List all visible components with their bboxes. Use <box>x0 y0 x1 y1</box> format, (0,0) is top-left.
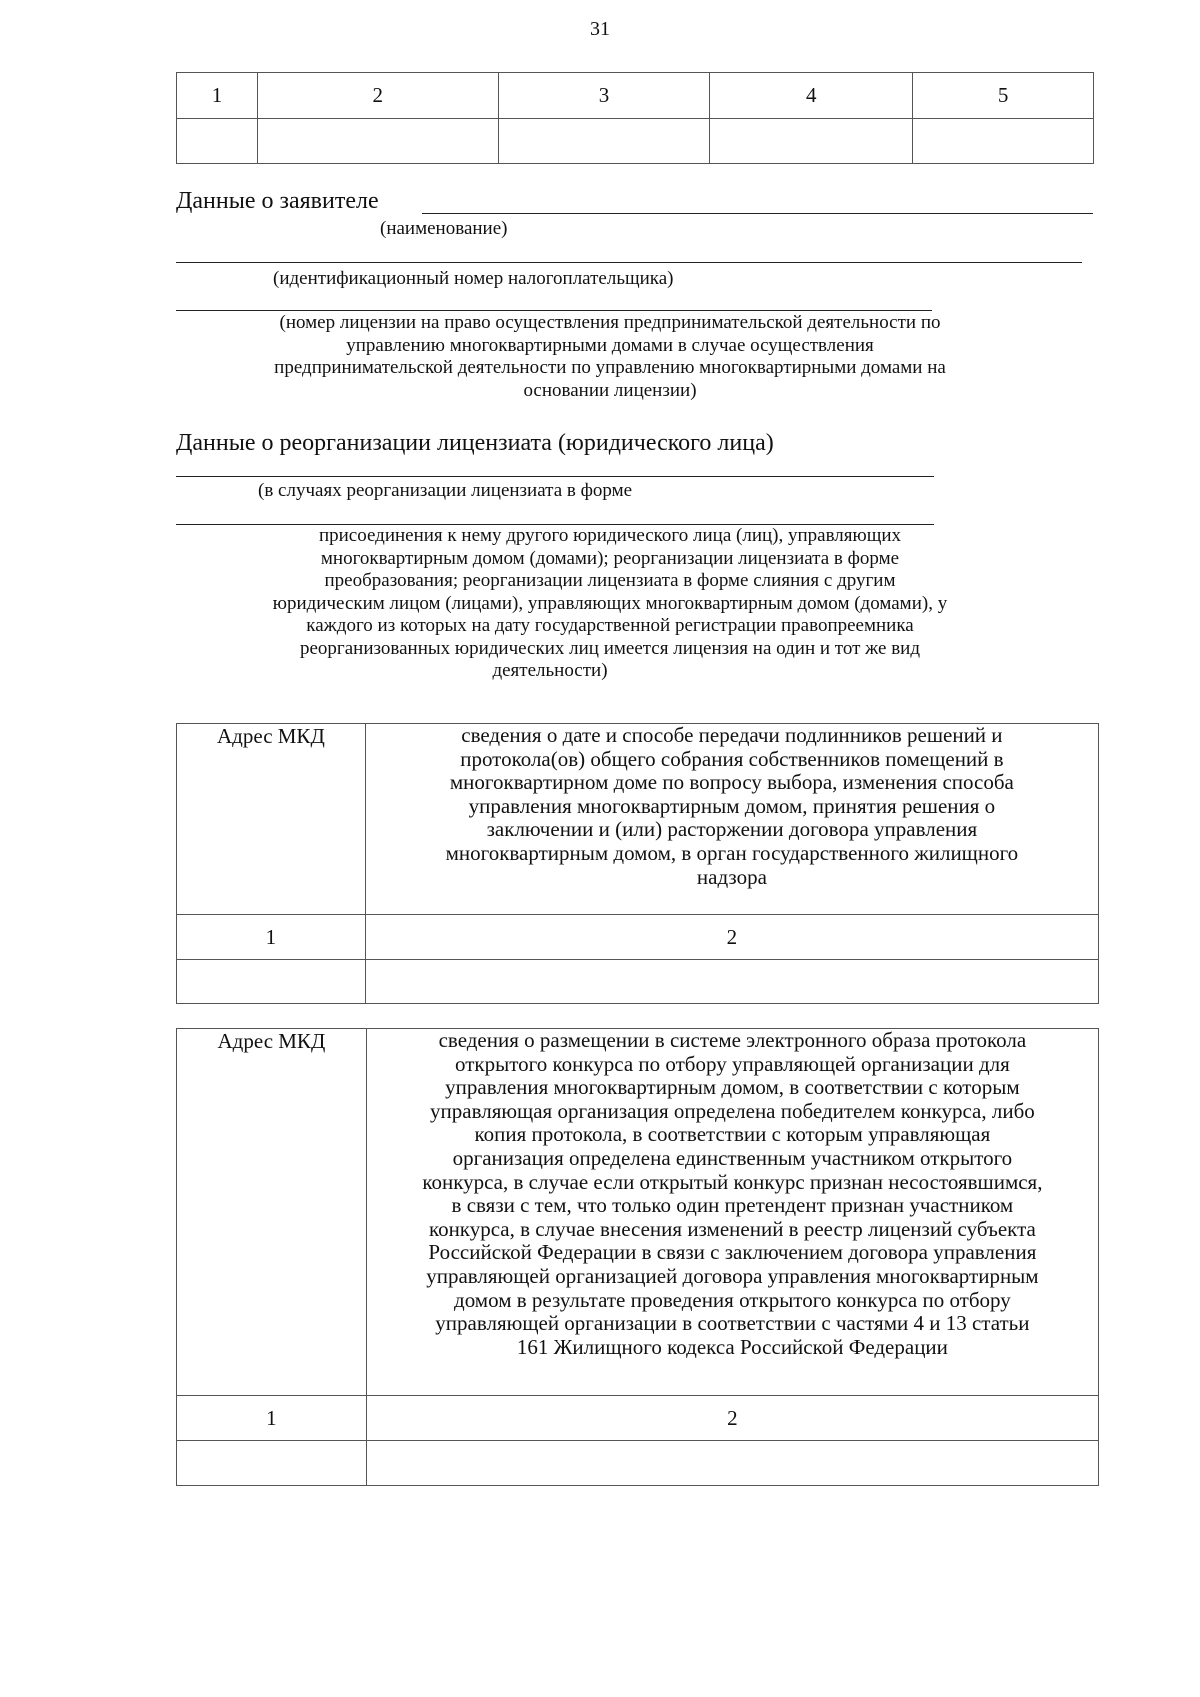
applicant-inn-caption: (идентификационный номер налогоплательщика) <box>273 268 674 289</box>
header-line: управляющая организация определена победителем конкурса, либо <box>430 1098 1035 1123</box>
applicant-name-line[interactable] <box>422 213 1093 214</box>
top-table-header-cell: 5 <box>913 73 1094 119</box>
header-line: копия протокола, в соответствии с которым управляющая <box>474 1122 991 1147</box>
applicant-license-caption <box>160 312 1060 402</box>
table-cell[interactable] <box>366 1441 1098 1486</box>
contest-table-empty-row <box>177 1441 1099 1486</box>
header-line: Российской Федерации в связи с заключением договора управления <box>428 1240 1037 1265</box>
caption-line: предпринимательской деятельности по управлению многоквартирными домами на <box>274 357 946 378</box>
top-table-header-cell: 1 <box>177 73 258 119</box>
header-line: протокола(ов) общего собрания собственников помещений в <box>460 746 1004 771</box>
top-table-cell[interactable] <box>257 119 498 164</box>
top-table <box>176 72 1094 164</box>
address-header: Адрес МКД <box>177 1029 367 1396</box>
caption-line: присоединения к нему другого юридического лица (лиц), управляющих <box>318 525 902 546</box>
reorganization-caption <box>160 525 1060 683</box>
contest-table-number-row <box>177 1396 1099 1441</box>
caption-line: реорганизованных юридических лиц имеется лицензия на один и тот же вид <box>300 637 920 659</box>
header-line: домом в результате проведения открытого конкурса по отбору <box>454 1287 1011 1312</box>
header-line: управляющей организацией договора управления многоквартирным <box>426 1263 1039 1288</box>
reorganization-label: Данные о реорганизации лицензиата (юридического лица) <box>176 430 774 456</box>
header-line: сведения о дате и способе передачи подлинников решений и <box>461 723 1003 747</box>
top-table-cell[interactable] <box>498 119 710 164</box>
header-line: многоквартирном доме по вопросу выбора, изменения способа <box>449 770 1014 795</box>
contest-table-header-row <box>177 1029 1099 1396</box>
top-table-empty-row <box>177 119 1094 164</box>
reorganization-line-1[interactable] <box>176 476 934 477</box>
top-table-header-cell: 4 <box>710 73 913 119</box>
top-table-cell[interactable] <box>913 119 1094 164</box>
column-number: 2 <box>365 915 1098 960</box>
header-line: управляющей организации в соответствии с частями 4 и 13 статьи <box>435 1311 1030 1336</box>
transfer-info-header <box>365 724 1098 915</box>
contest-info-header <box>366 1029 1098 1396</box>
header-line: организация определена единственным участником открытого <box>452 1145 1013 1170</box>
table-cell[interactable] <box>365 960 1098 1004</box>
caption-line: юридическим лицом (лицами), управляющих многоквартирным домом (домами), у <box>272 592 948 614</box>
header-line: открытого конкурса по отбору управляющей организации для <box>455 1051 1010 1076</box>
header-line: в связи с тем, что только один претендент признан участником <box>451 1193 1014 1218</box>
header-line: управления многоквартирным домом, в соответствии с которым <box>445 1075 1020 1100</box>
header-line: конкурса, в случае внесения изменений в реестр лицензий субъекта <box>428 1216 1036 1241</box>
transfer-table-number-row <box>177 915 1099 960</box>
applicant-name-caption: (наименование) <box>380 218 508 239</box>
caption-line: многоквартирным домом (домами); реорганизации лицензиата в форме <box>320 547 900 569</box>
top-table-header-row <box>177 73 1094 119</box>
caption-line: управлению многоквартирными домами в случае осуществления <box>346 334 874 356</box>
caption-line: основании лицензии) <box>523 379 697 401</box>
header-line: конкурса, в случае если открытый конкурс признан несостоявшимся, <box>422 1169 1043 1194</box>
column-number: 1 <box>177 1396 367 1441</box>
column-number: 2 <box>366 1396 1098 1441</box>
table-cell[interactable] <box>177 960 366 1004</box>
caption-line: преобразования; реорганизации лицензиата в форме слияния с другим <box>324 570 896 591</box>
caption-line: (номер лицензии на право осуществления предпринимательской деятельности по <box>279 312 941 333</box>
caption-line: деятельности) <box>492 660 608 681</box>
header-line: сведения о размещении в системе электронного образа протокола <box>438 1028 1027 1052</box>
top-table-cell[interactable] <box>177 119 258 164</box>
applicant-inn-line[interactable] <box>176 262 1082 263</box>
applicant-license-line[interactable] <box>176 310 932 311</box>
applicant-label: Данные о заявителе <box>176 188 379 214</box>
top-table-cell[interactable] <box>710 119 913 164</box>
transfer-table <box>176 723 1099 1004</box>
table-cell[interactable] <box>177 1441 367 1486</box>
header-line: заключении и (или) расторжении договора управления <box>486 817 978 842</box>
header-line: многоквартирным домом, в орган государственного жилищного <box>445 840 1019 865</box>
top-table-header-cell: 2 <box>257 73 498 119</box>
header-line: 161 Жилищного кодекса Российской Федерации <box>516 1334 948 1359</box>
header-line: управления многоквартирным домом, принятия решения о <box>468 793 996 818</box>
caption-line: каждого из которых на дату государственной регистрации правопреемника <box>306 615 914 636</box>
transfer-table-header-row <box>177 724 1099 915</box>
address-header: Адрес МКД <box>177 724 366 915</box>
header-line: надзора <box>696 864 767 889</box>
contest-table <box>176 1028 1099 1486</box>
page-number: 31 <box>590 18 610 40</box>
reorganization-caption-first: (в случаях реорганизации лицензиата в форме <box>258 480 633 501</box>
column-number: 1 <box>177 915 366 960</box>
transfer-table-empty-row <box>177 960 1099 1004</box>
top-table-header-cell: 3 <box>498 73 710 119</box>
